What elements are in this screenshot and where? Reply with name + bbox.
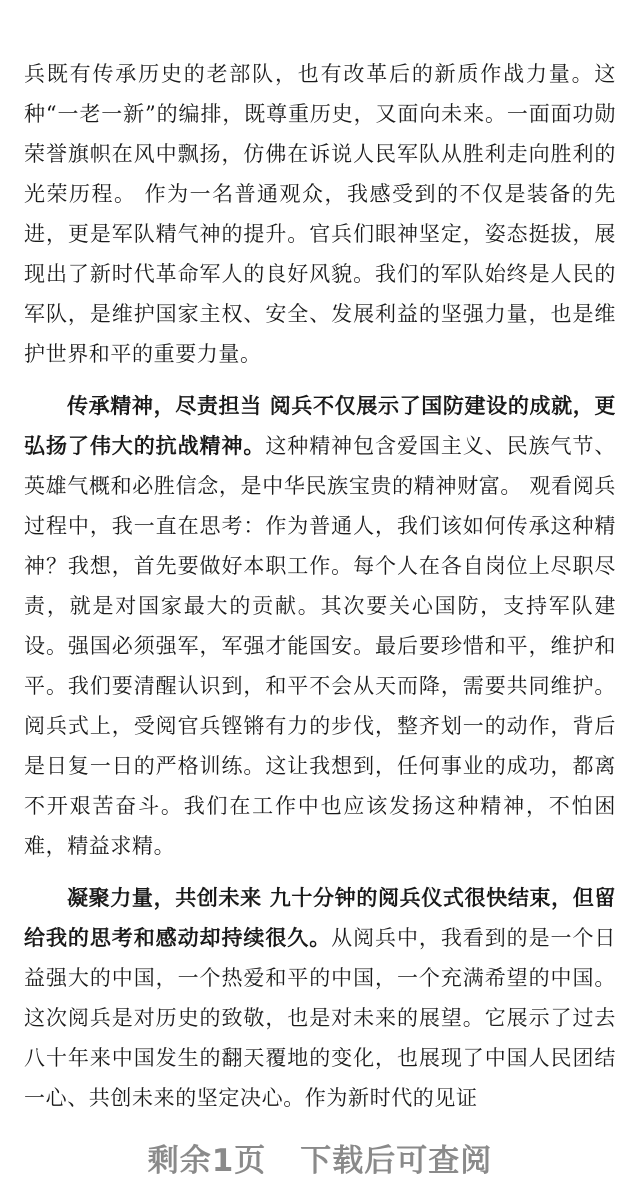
paragraph-3-heading: 凝聚力量，共创未来 九十分钟的阅兵仪式很快结束，但留给我的思考和感动却持续很久。 <box>24 885 616 950</box>
download-footer[interactable] <box>0 1140 640 1182</box>
paragraph-2 <box>24 386 616 866</box>
paragraph-2-body: 这种精神包含爱国主义、民族气节、英雄气概和必胜信念，是中华民族宝贵的精神财富。 观看阅兵过程中，我一直在思考：作为普通人，我们该如何传承这种精神？我想，首先要做好本职工作。每个人在各自岗位上尽职尽责，就是对国家最大的贡献。其次要关心国防，支持军队建设。强国必须强军，军强才能国安。最后要珍惜和平，维护和平。我们要清醒认识到，和平不会从天而降，需要共同维护。阅兵式上，受阅官兵铿锵有力的步伐，整齐划一的动作，背后是日复一日的严格训练。这让我想到，任何事业的成功，都离不开艰苦奋斗。我们在工作中也应该发扬这种精神，不怕困难，精益求精。 <box>24 434 616 858</box>
paragraph-3 <box>24 878 616 1118</box>
paragraph-3-body: 从阅兵中，我看到的是一个日益强大的中国，一个热爱和平的中国，一个充满希望的中国。 这次阅兵是对历史的致敬，也是对未来的展望。它展示了过去八十年来中国发生的翻天覆地的变化，也展现了中国人民团结一心、共创未来的坚定决心。作为新时代的见证 <box>24 926 616 1110</box>
paragraph-2-heading: 传承精神，尽责担当 阅兵不仅展示了国防建设的成就，更弘扬了伟大的抗战精神。 <box>24 393 616 458</box>
remaining-pages-label: 剩余1页 <box>147 1143 267 1179</box>
paragraph-1: 兵既有传承历史的老部队，也有改革后的新质作战力量。这种“一老一新”的编排，既尊重历史，又面向未来。一面面功勋荣誉旗帜在风中飘扬，仿佛在诉说人民军队从胜利走向胜利的光荣历程。 作为一名普通观众，我感受到的不仅是装备的先进，更是军队精气神的提升。官兵们眼神坚定，姿态挺拔，展现出了新时代革命军人的良好风貌。我们的军队始终是人民的军队，是维护国家主权、安全、发展利益的坚强力量，也是维护世界和平的重要力量。 <box>24 62 616 366</box>
download-prompt-label: 下载后可查阅 <box>300 1143 493 1179</box>
